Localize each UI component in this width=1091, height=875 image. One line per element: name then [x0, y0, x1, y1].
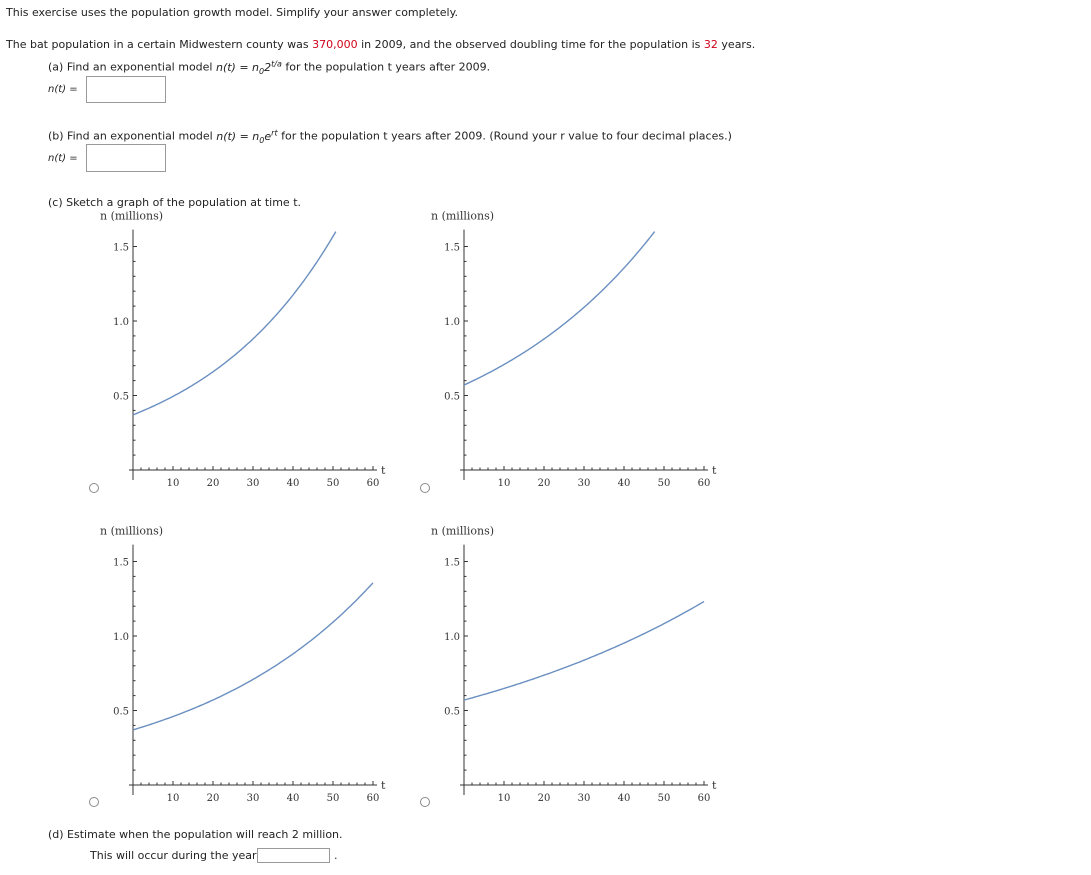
x-tick-label: 20	[206, 478, 220, 489]
y-tick-label: 1.5	[113, 557, 129, 569]
x-tick-label: 40	[286, 793, 300, 804]
doubling-time: 32	[703, 38, 718, 51]
x-axis-label: t	[712, 779, 717, 792]
y-axis-label: n (millions)	[431, 524, 495, 538]
x-tick-label: 10	[166, 793, 180, 804]
part-c-prompt: (c) Sketch a graph of the population at time t.	[48, 196, 302, 209]
x-tick-label: 50	[326, 793, 340, 804]
part-d-answer-input[interactable]	[257, 848, 330, 863]
x-tick-label: 50	[657, 793, 671, 804]
problem-suffix: years.	[717, 38, 756, 51]
x-tick-label: 60	[366, 793, 380, 804]
x-tick-label: 60	[697, 793, 711, 804]
y-tick-label: 1.0	[113, 632, 129, 643]
problem-middle: in 2009, and the observed doubling time for the population is	[357, 38, 704, 51]
x-tick-label: 50	[326, 478, 340, 489]
part-b-prefix: (b) Find an exponential model	[48, 129, 217, 143]
y-axis-label: n (millions)	[100, 524, 164, 538]
part-b-model: $n(t) = n_0e^{rt}$	[216, 128, 278, 145]
population-curve	[464, 602, 704, 701]
problem-prefix: The bat population in a certain Midwestern county was	[6, 38, 313, 51]
radio-option-2[interactable]	[420, 483, 430, 493]
radio-option-4[interactable]	[420, 797, 430, 807]
x-tick-label: 10	[497, 478, 511, 489]
x-tick-label: 30	[577, 478, 591, 489]
y-axis-label: n (millions)	[431, 209, 495, 223]
part-a-prefix: (a) Find an exponential model	[48, 60, 216, 74]
y-tick-label: 0.5	[444, 706, 460, 718]
x-tick-label: 10	[497, 793, 511, 804]
x-tick-label: 60	[366, 478, 380, 489]
y-tick-label: 1.0	[444, 632, 460, 643]
part-d-answer-prefix: This will occur during the year	[90, 849, 257, 862]
x-axis-label: t	[381, 779, 386, 792]
x-tick-label: 40	[617, 478, 631, 489]
y-axis-label: n (millions)	[100, 209, 164, 223]
x-axis-label: t	[712, 464, 717, 477]
x-tick-label: 10	[166, 478, 180, 489]
radio-option-3[interactable]	[89, 797, 99, 807]
part-a-answer-label: n(t) =	[48, 84, 78, 95]
radio-option-1[interactable]	[89, 483, 99, 493]
y-tick-label: 0.5	[444, 391, 460, 403]
intro-text: This exercise uses the population growth model. Simplify your answer completely.	[6, 6, 459, 19]
x-tick-label: 40	[286, 478, 300, 489]
initial-population: 370,000	[312, 38, 358, 51]
part-d-answer-suffix: .	[334, 849, 338, 862]
x-tick-label: 30	[246, 478, 260, 489]
x-tick-label: 20	[206, 793, 220, 804]
part-a-suffix: for the population t years after 2009.	[281, 60, 491, 74]
x-tick-label: 20	[537, 793, 551, 804]
x-tick-label: 30	[246, 793, 260, 804]
y-tick-label: 1.0	[444, 317, 460, 328]
part-a-model: $n(t) = n_02^{t/a}$	[215, 59, 282, 76]
y-tick-label: 1.5	[444, 557, 460, 569]
y-tick-label: 0.5	[113, 706, 129, 718]
part-b-suffix: for the population t years after 2009. (Round your r value to four decimal places.)	[277, 129, 732, 143]
y-tick-label: 1.5	[113, 242, 129, 254]
y-tick-label: 0.5	[113, 391, 129, 403]
y-tick-label: 1.0	[113, 317, 129, 328]
part-d-prompt: (d) Estimate when the population will reach 2 million.	[48, 828, 343, 841]
x-tick-label: 20	[537, 478, 551, 489]
x-axis-label: t	[381, 464, 386, 477]
part-b-answer-label: n(t) =	[48, 153, 78, 164]
y-tick-label: 1.5	[444, 242, 460, 254]
x-tick-label: 50	[657, 478, 671, 489]
x-tick-label: 60	[697, 478, 711, 489]
x-tick-label: 30	[577, 793, 591, 804]
x-tick-label: 40	[617, 793, 631, 804]
